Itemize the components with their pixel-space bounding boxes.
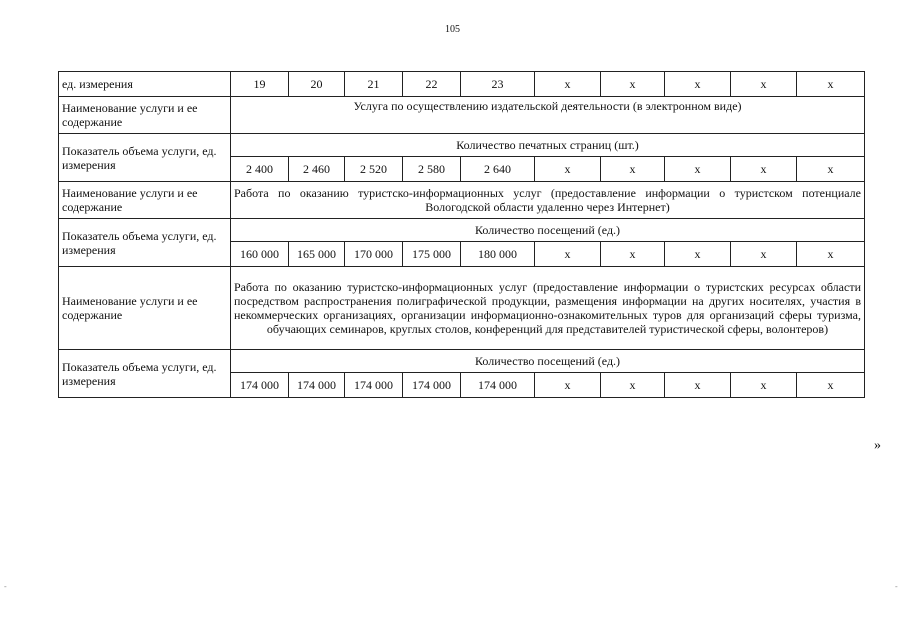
value-cell: 2 580: [403, 157, 461, 182]
table-row: [59, 267, 865, 350]
scan-edge-mark: -: [4, 582, 7, 591]
table-row: [59, 219, 865, 242]
value-cell: 175 000: [403, 242, 461, 267]
value-cell: x: [731, 242, 797, 267]
value-cell: 174 000: [403, 373, 461, 398]
value-cell: x: [731, 72, 797, 97]
indicator-name: Количество посещений (ед.): [231, 350, 865, 373]
indicator-label: Показатель объема услуги, ед. измерения: [59, 219, 231, 267]
value-cell: 165 000: [289, 242, 345, 267]
value-cell: 23: [461, 72, 535, 97]
service-name: Работа по оказанию туристско-информационных услуг (предоставление информации о туристском потенциале Вологодской области удаленно через Интернет): [231, 182, 865, 219]
value-cell: x: [601, 242, 665, 267]
value-cell: x: [665, 242, 731, 267]
value-cell: 180 000: [461, 242, 535, 267]
value-cell: 170 000: [345, 242, 403, 267]
table-row: [59, 350, 865, 373]
value-cell: x: [601, 373, 665, 398]
unit-label: ед. измерения: [59, 72, 231, 97]
indicator-label: Показатель объема услуги, ед. измерения: [59, 350, 231, 398]
value-cell: x: [797, 157, 865, 182]
service-name-label: Наименование услуги и ее содержание: [59, 182, 231, 219]
value-cell: 2 460: [289, 157, 345, 182]
scan-edge-mark: -: [895, 582, 898, 591]
value-cell: 2 640: [461, 157, 535, 182]
value-cell: 174 000: [345, 373, 403, 398]
closing-quote: »: [874, 438, 881, 453]
value-cell: x: [731, 373, 797, 398]
value-cell: x: [665, 72, 731, 97]
value-cell: x: [601, 72, 665, 97]
table-row: [59, 97, 865, 134]
value-cell: x: [797, 373, 865, 398]
value-cell: x: [665, 373, 731, 398]
value-cell: 22: [403, 72, 461, 97]
value-cell: x: [535, 157, 601, 182]
indicator-label: Показатель объема услуги, ед. измерения: [59, 134, 231, 182]
service-name: Работа по оказанию туристско-информационных услуг (предоставление информации о туристских ресурсах области посредством распространения полиграфической продукции, размещения информации на других носителях, участия в некоммерческих организациях, организации информационно-ознакомительных туров для организаций сферы туризма, обучающих семинаров, круглых столов, конференций для представителей туристической сферы, волонтеров): [231, 267, 865, 350]
value-cell: 2 520: [345, 157, 403, 182]
value-cell: x: [601, 157, 665, 182]
value-cell: x: [535, 72, 601, 97]
value-cell: x: [535, 373, 601, 398]
indicator-name: Количество посещений (ед.): [231, 219, 865, 242]
table-row: [59, 72, 865, 97]
value-cell: x: [731, 157, 797, 182]
value-cell: x: [797, 72, 865, 97]
value-cell: x: [535, 242, 601, 267]
service-name: Услуга по осуществлению издательской деятельности (в электронном виде): [231, 97, 865, 134]
value-cell: 21: [345, 72, 403, 97]
table-row: [59, 182, 865, 219]
value-cell: 174 000: [289, 373, 345, 398]
value-cell: 2 400: [231, 157, 289, 182]
table-row: [59, 134, 865, 157]
page-number: 105: [445, 24, 460, 35]
value-cell: 19: [231, 72, 289, 97]
service-name-label: Наименование услуги и ее содержание: [59, 97, 231, 134]
value-cell: 20: [289, 72, 345, 97]
value-cell: x: [665, 157, 731, 182]
value-cell: 174 000: [231, 373, 289, 398]
services-table: [58, 71, 865, 398]
value-cell: x: [797, 242, 865, 267]
value-cell: 160 000: [231, 242, 289, 267]
indicator-name: Количество печатных страниц (шт.): [231, 134, 865, 157]
service-name-label: Наименование услуги и ее содержание: [59, 267, 231, 350]
value-cell: 174 000: [461, 373, 535, 398]
